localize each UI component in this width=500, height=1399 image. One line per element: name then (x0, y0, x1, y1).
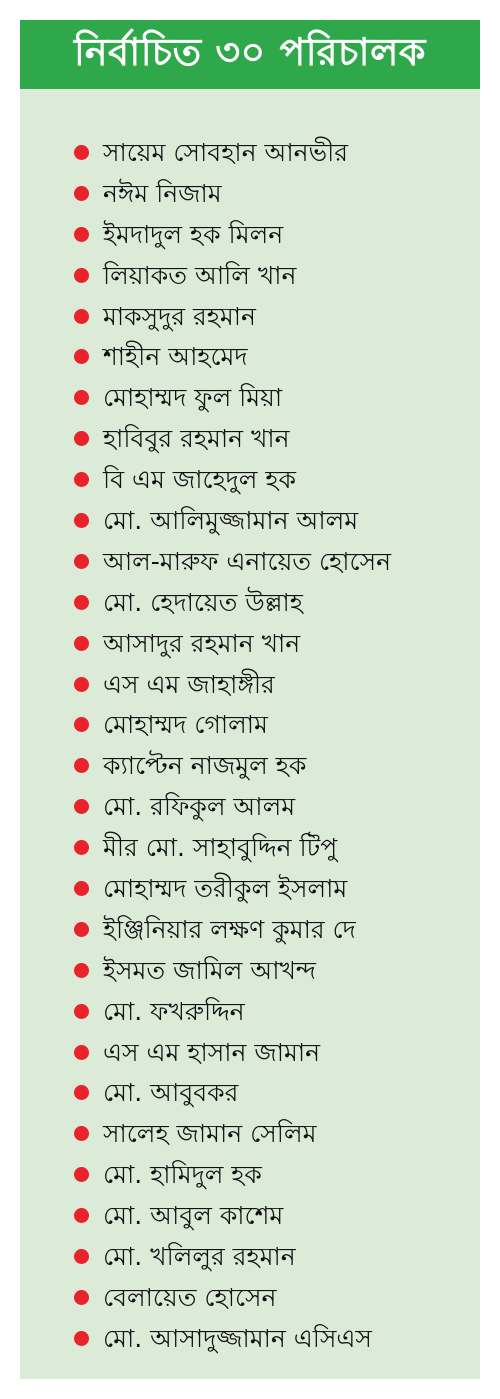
list-item (20, 1236, 480, 1277)
bullet-icon (74, 1290, 89, 1305)
bullet-icon (74, 1208, 89, 1223)
bullet-icon (74, 268, 89, 283)
list-item (20, 786, 480, 827)
bullet-icon (74, 1126, 89, 1141)
bullet-icon (74, 349, 89, 364)
director-name: ইঞ্জিনিয়ার লক্ষণ কুমার দে (103, 914, 356, 944)
director-name: মোহাম্মদ ফুল মিয়া (103, 383, 283, 413)
director-name: বেলায়েত হোসেন (103, 1282, 277, 1312)
list-item (20, 541, 480, 582)
list-item (20, 1113, 480, 1154)
list-item (20, 173, 480, 214)
director-name: ক্যাপ্টেন নাজমুল হক (103, 751, 307, 781)
list-item (20, 623, 480, 664)
bullet-icon (74, 1331, 89, 1346)
list-item (20, 377, 480, 418)
list-item (20, 868, 480, 909)
bullet-icon (74, 513, 89, 528)
bullet-icon (74, 554, 89, 569)
director-name: এস এম হাসান জামান (103, 1037, 321, 1067)
list-item (20, 296, 480, 337)
list-item (20, 704, 480, 745)
director-name: মো. আবুবকর (103, 1078, 239, 1108)
list-item (20, 909, 480, 950)
director-name: মো. হামিদুল হক (103, 1160, 262, 1190)
director-name: মো. আবুল কাশেম (103, 1201, 284, 1231)
director-name: আসাদুর রহমান খান (103, 628, 301, 658)
director-name: লিয়াকত আলি খান (103, 260, 297, 290)
list-item (20, 1318, 480, 1359)
director-name: ইমদাদুল হক মিলন (103, 219, 284, 249)
bullet-icon (74, 186, 89, 201)
director-name: সালেহ জামান সেলিম (103, 1119, 317, 1149)
director-name: মোহাম্মদ গোলাম (103, 710, 268, 740)
list-item (20, 1072, 480, 1113)
bullet-icon (74, 1249, 89, 1264)
list-item (20, 336, 480, 377)
director-name: মো. খলিলুর রহমান (103, 1241, 296, 1271)
list-item (20, 1277, 480, 1318)
list-item (20, 582, 480, 623)
director-name: মাকসুদুর রহমান (103, 301, 256, 331)
bullet-icon (74, 1085, 89, 1100)
bullet-icon (74, 840, 89, 855)
director-name: মোহাম্মদ তরীকুল ইসলাম (103, 873, 348, 903)
bullet-icon (74, 390, 89, 405)
bullet-icon (74, 1045, 89, 1060)
list-item (20, 459, 480, 500)
list-item (20, 255, 480, 296)
bullet-icon (74, 227, 89, 242)
list-item (20, 214, 480, 255)
list-item (20, 132, 480, 173)
bullet-icon (74, 799, 89, 814)
list-item (20, 991, 480, 1032)
list-item (20, 1195, 480, 1236)
director-name: মো. হেদায়েত উল্লাহ (103, 587, 303, 617)
director-name: বি এম জাহেদুল হক (103, 465, 296, 495)
bullet-icon (74, 431, 89, 446)
director-name: মীর মো. সাহাবুদ্দিন টিপু (103, 833, 338, 863)
header-banner (20, 20, 480, 89)
director-name: এস এম জাহাঙ্গীর (103, 669, 275, 699)
list-item (20, 827, 480, 868)
bullet-icon (74, 309, 89, 324)
bullet-icon (74, 881, 89, 896)
directors-card (20, 20, 480, 1379)
director-list (20, 132, 480, 1359)
director-name: মো. রফিকুল আলম (103, 792, 296, 822)
director-name: নঈম নিজাম (103, 178, 222, 208)
list-item (20, 500, 480, 541)
bullet-icon (74, 717, 89, 732)
bullet-icon (74, 145, 89, 160)
director-name: হাবিবুর রহমান খান (103, 424, 290, 454)
bullet-icon (74, 963, 89, 978)
director-name: শাহীন আহমেদ (103, 342, 248, 372)
list-item (20, 418, 480, 459)
list-item (20, 745, 480, 786)
bullet-icon (74, 1167, 89, 1182)
director-name: ইসমত জামিল আখন্দ (103, 955, 316, 985)
bullet-icon (74, 636, 89, 651)
director-name: আল-মারুফ এনায়েত হোসেন (103, 546, 392, 576)
director-name: মো. আসাদুজ্জামান এসিএস (103, 1323, 372, 1353)
director-name: সায়েম সোবহান আনভীর (103, 137, 349, 167)
list-item (20, 1154, 480, 1195)
page-title: নির্বাচিত ৩০ পরিচালক (74, 29, 426, 74)
bullet-icon (74, 677, 89, 692)
director-name: মো. ফখরুদ্দিন (103, 996, 245, 1026)
bullet-icon (74, 472, 89, 487)
director-name: মো. আলিমুজ্জামান আলম (103, 505, 359, 535)
bullet-icon (74, 1004, 89, 1019)
bullet-icon (74, 922, 89, 937)
list-item (20, 664, 480, 705)
bullet-icon (74, 758, 89, 773)
list-item (20, 950, 480, 991)
bullet-icon (74, 595, 89, 610)
list-item (20, 1032, 480, 1073)
